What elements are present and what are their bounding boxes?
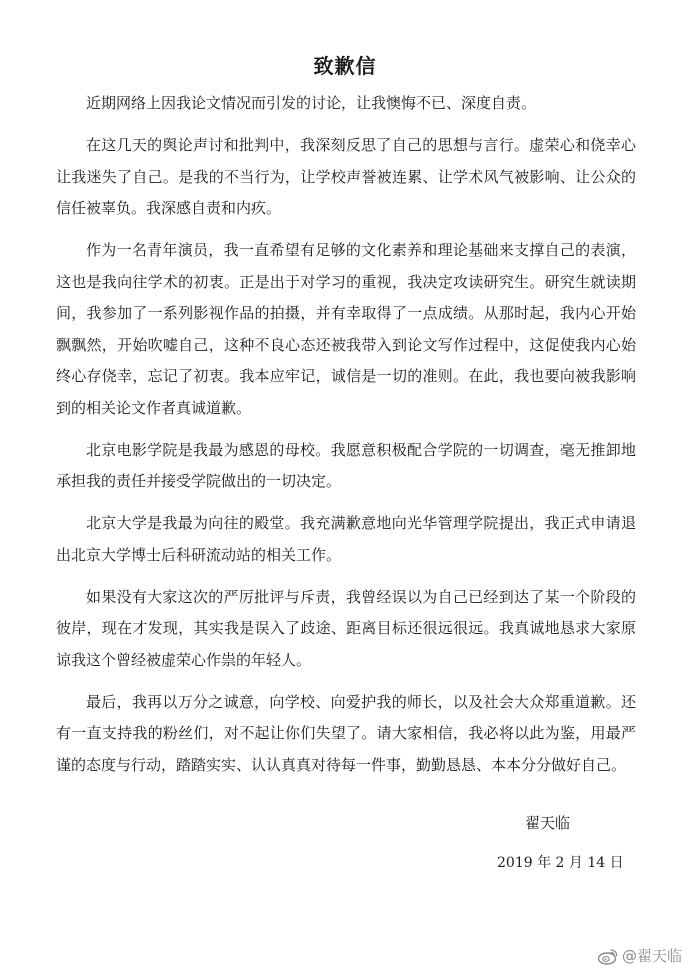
weibo-watermark [597, 945, 682, 966]
letter-date: 2019 年 2 月 14 日 [497, 855, 624, 871]
paragraph: 最后，我再以万分之诚意，向学校、向爱护我的师长，以及社会大众郑重道歉。还有一直支持我的粉丝们，对不起让你们失望了。请大家相信，我必将以此为鉴，用最严谨的态度与行动，踏踏实实、认认真真对待每一件事，勤勤恳恳、本本分分做好自己。 [56, 692, 636, 774]
paragraph: 北京大学是我最为向往的殿堂。我充满歉意地向光华管理学院提出，我正式申请退出北京大学博士后科研流动站的相关工作。 [56, 514, 636, 564]
letter-body [56, 88, 636, 792]
paragraph: 近期网络上因我论文情况而引发的讨论，让我懊悔不已、深度自责。 [86, 94, 537, 112]
paragraph: 在这几天的舆论声讨和批判中，我深刻反思了自己的思想与言行。虚荣心和侥幸心让我迷失了自己。是我的不当行为，让学校声誉被连累、让学术风气被影响、让公众的信任被辜负。我深感自责和内疚。 [56, 136, 636, 217]
watermark-text: @翟天临 [621, 947, 682, 965]
letter-title: 致歉信 [313, 54, 377, 78]
paragraph: 如果没有大家这次的严厉批评与斥责，我曾经误以为自己已经到达了某一个阶段的彼岸，现在才发现，其实我是误入了歧途、距离目标还很远很远。我真诚地恳求大家原谅我这个曾经被虚荣心作祟的年轻人。 [56, 587, 636, 669]
weibo-icon [597, 947, 619, 965]
paragraph: 作为一名青年演员，我一直希望有足够的文化素养和理论基础来支撑自己的表演，这也是我向往学术的初衷。正是出于对学习的重视，我决定攻读研究生。研究生就读期间，我参加了一系列影视作品的拍摄，并有幸取得了一点成绩。从那时起，我内心开始飘飘然，开始吹嘘自己，这种不良心态还被我带入到论文写作过程中，这促使我内心始终心存侥幸，忘记了初衷。我本应牢记，诚信是一切的准则。在此，我也要向被我影响到的相关论文作者真诚道歉。 [56, 241, 636, 417]
signature: 翟天临 [525, 814, 571, 832]
paragraph: 北京电影学院是我最为感恩的母校。我愿意积极配合学院的一切调查，毫无推卸地承担我的责任并接受学院做出的一切决定。 [56, 440, 636, 490]
